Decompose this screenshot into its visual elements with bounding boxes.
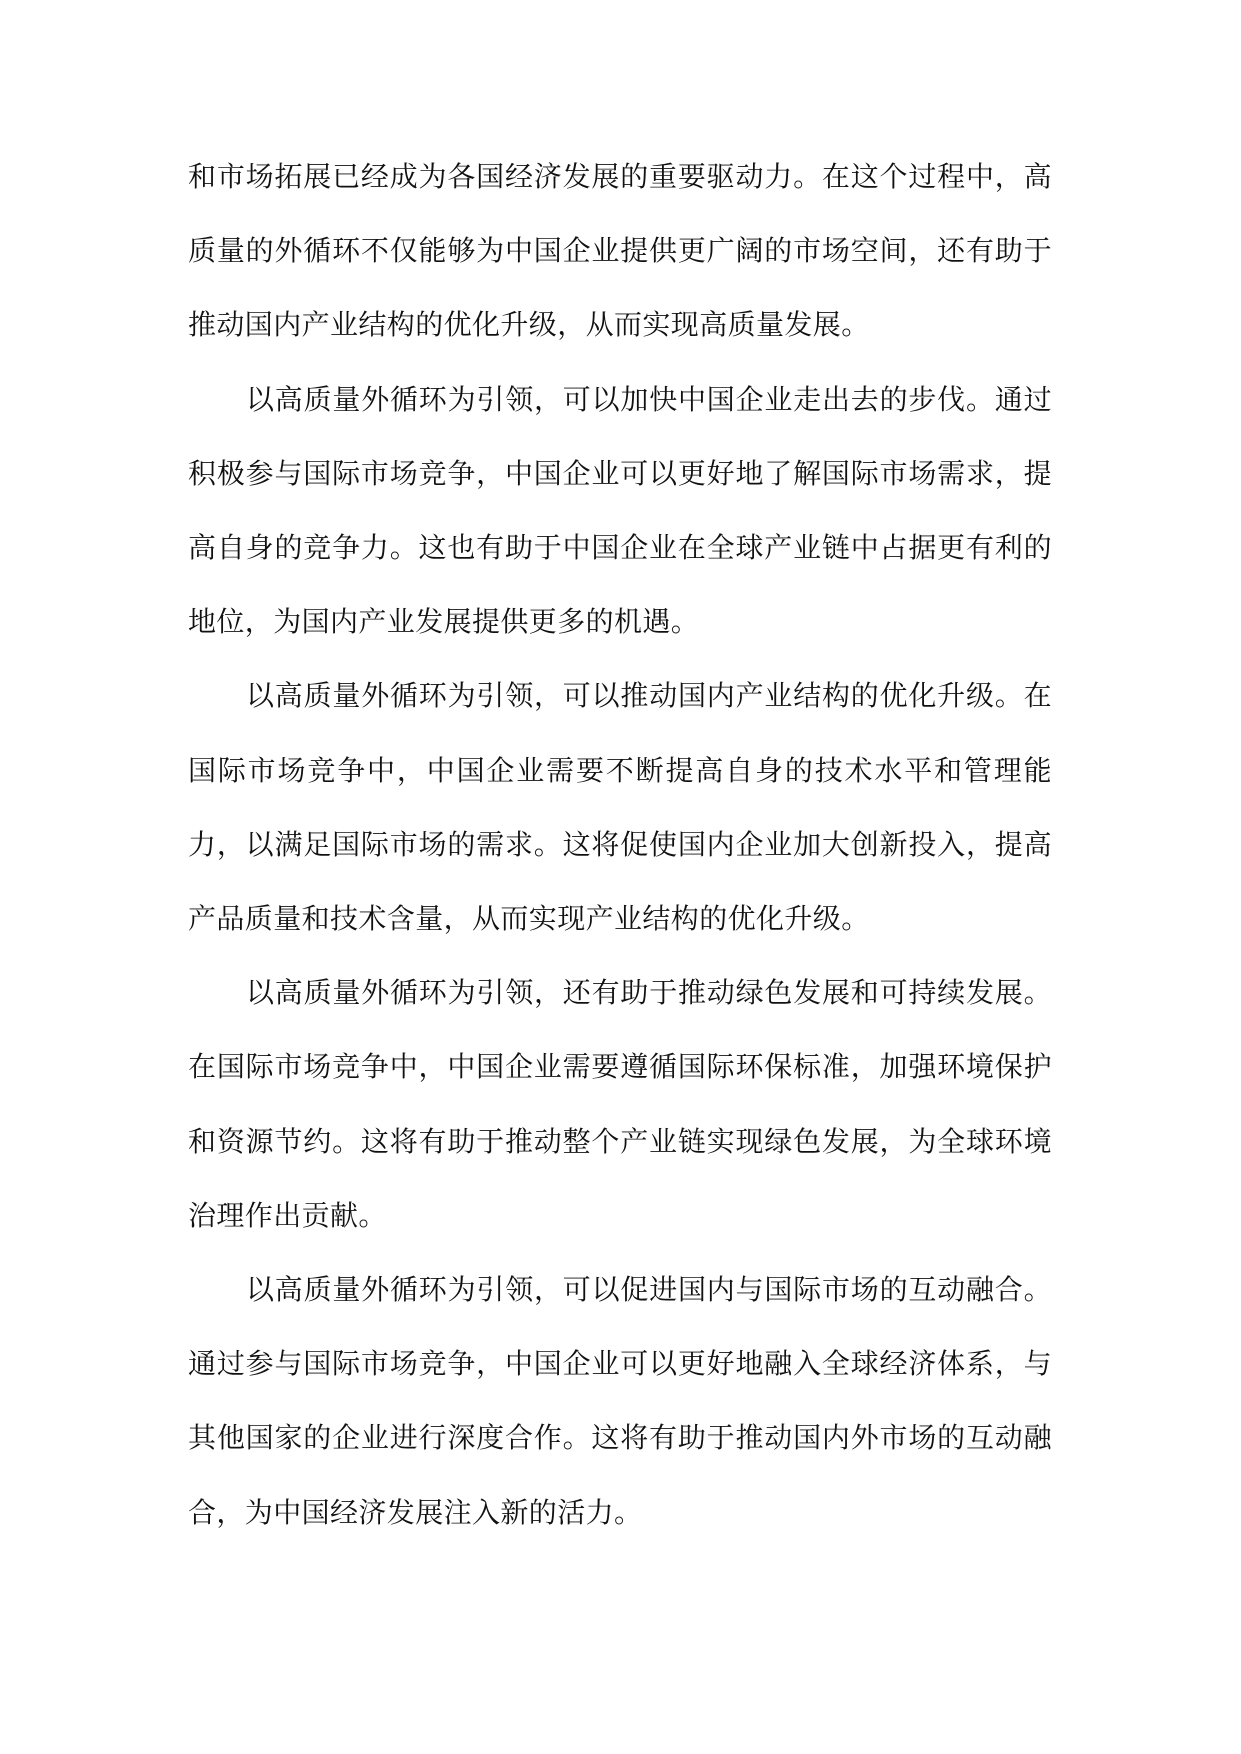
paragraph-green-development: 以高质量外循环为引领，还有助于推动绿色发展和可持续发展。在国际市场竞争中，中国企业需要遵循国际环保标准，加强环境保护和资源节约。这将有助于推动整个产业链实现绿色发展，为全球环境治理作出贡献。 — [188, 976, 1052, 1232]
paragraph-industrial-upgrade: 以高质量外循环为引领，可以推动国内产业结构的优化升级。在国际市场竞争中，中国企业需要不断提高自身的技术水平和管理能力，以满足国际市场的需求。这将促使国内企业加大创新投入，提高产品质量和技术含量，从而实现产业结构的优化升级。 — [188, 679, 1052, 936]
paragraph-continued: 和市场拓展已经成为各国经济发展的重要驱动力。在这个过程中，高质量的外循环不仅能够为中国企业提供更广阔的市场空间，还有助于推动国内产业结构的优化升级，从而实现高质量发展。 — [188, 160, 1052, 342]
paragraph-going-out: 以高质量外循环为引领，可以加快中国企业走出去的步伐。通过积极参与国际市场竞争，中国企业可以更好地了解国际市场需求，提高自身的竞争力。这也有助于中国企业在全球产业链中占据更有利的地位，为国内产业发展提供更多的机遇。 — [188, 382, 1052, 639]
body-text — [188, 140, 1052, 1550]
paragraph-market-integration: 以高质量外循环为引领，可以促进国内与国际市场的互动融合。通过参与国际市场竞争，中国企业可以更好地融入全球经济体系，与其他国家的企业进行深度合作。这将有助于推动国内外市场的互动融合，为中国经济发展注入新的活力。 — [188, 1273, 1052, 1529]
